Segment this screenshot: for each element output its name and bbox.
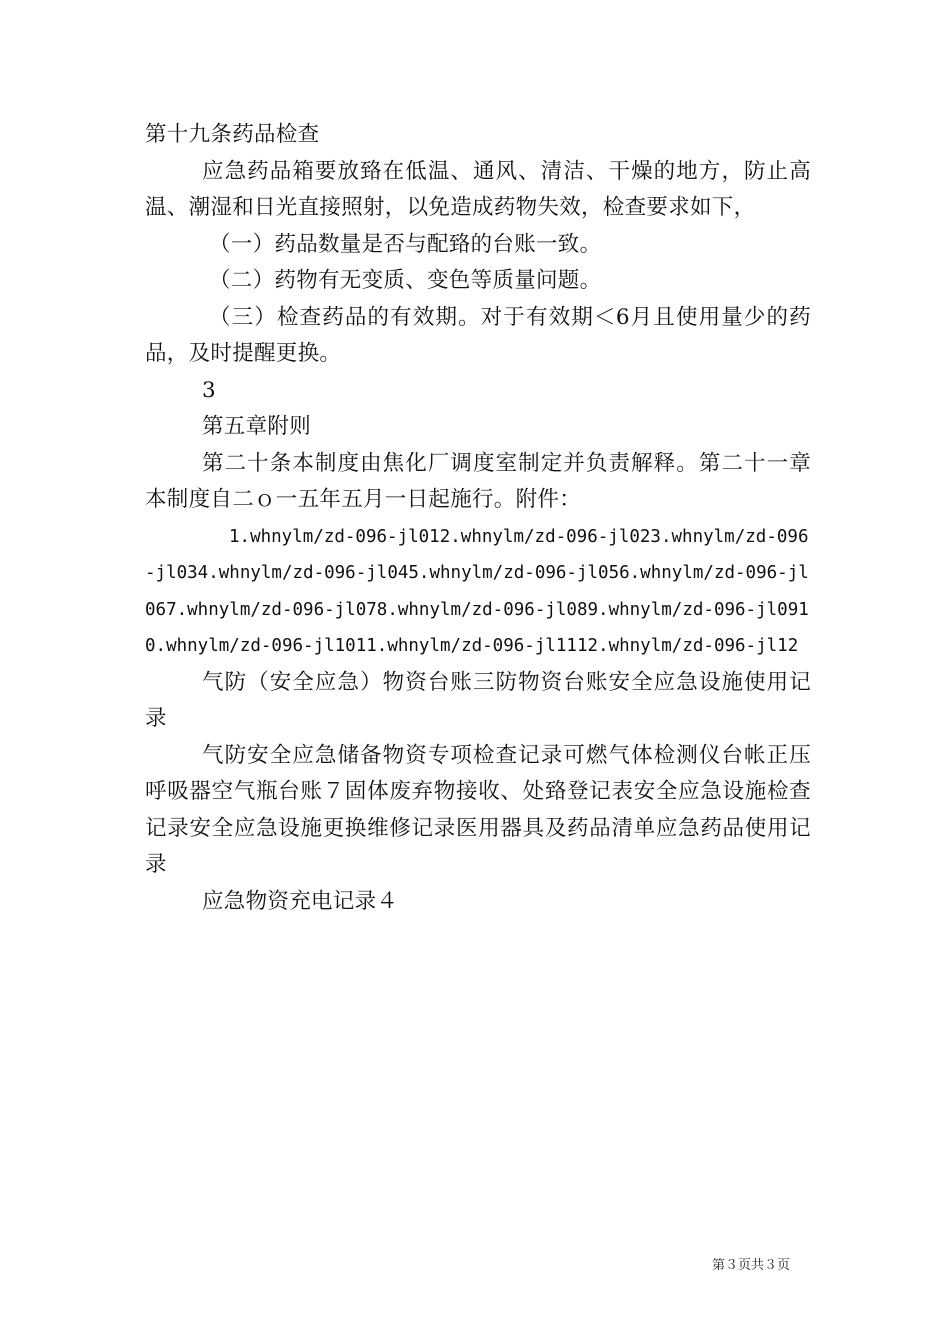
attachment-list: 1.whnylm/zd-096-jl012.whnylm/zd-096-jl023.whnylm/zd-096-jl034.whnylm/zd-096-jl045.whnylm/zd-096-jl056.whnylm/zd-096-jl067.whnylm/zd-096-jl078.whnylm/zd-096-jl089.whnylm/zd-096-jl0910.whnylm/zd-096-jl1011.whnylm/zd-096-jl1112.whnylm/zd-096-jl12 bbox=[145, 526, 809, 656]
document-body bbox=[145, 117, 811, 920]
records-paragraph-2: 气防安全应急储备物资专项检查记录可燃气体检测仪台帐正压呼吸器空气瓶台账７固体废弃物接收、处臵登记表安全应急设施检查记录安全应急设施更换维修记录医用器具及药品清单应急药品使用记录 bbox=[145, 742, 811, 877]
article-20-body: 第二十条本制度由焦化厂调度室制定并负责解释。第二十一章本制度自二ｏ一五年五月一日起施行。附件： bbox=[145, 450, 811, 512]
article-19-body: 应急药品箱要放臵在低温、通风、清洁、干燥的地方，防止高温、潮湿和日光直接照射，以免造成药物失效，检查要求如下， bbox=[145, 158, 811, 220]
page-marker: 3 bbox=[202, 377, 216, 403]
check-item-1: （一）药品数量是否与配臵的台账一致。 bbox=[209, 231, 602, 257]
check-item-3: （三）检查药品的有效期。对于有效期＜6月且使用量少的药品，及时提醒更换。 bbox=[145, 304, 811, 366]
chapter-5-title: 第五章附则 bbox=[202, 414, 312, 439]
check-item-2: （二）药物有无变质、变色等质量问题。 bbox=[209, 268, 602, 293]
records-paragraph-3: 应急物资充电记录４ bbox=[202, 888, 399, 914]
page-footer: 第３页共３页 bbox=[712, 1258, 791, 1273]
article-19-title: 第十九条药品检查 bbox=[145, 122, 320, 147]
records-paragraph-1: 气防（安全应急）物资台账三防物资台账安全应急设施使用记录 bbox=[145, 669, 811, 731]
